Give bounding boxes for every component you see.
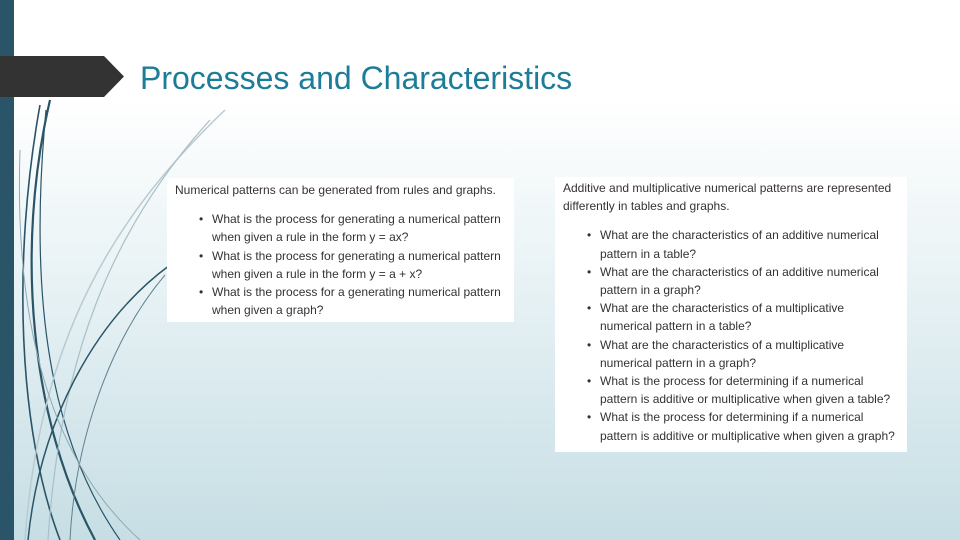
list-item-line: pattern in a table?: [600, 246, 697, 261]
right-content-card: [555, 177, 907, 452]
list-item: [587, 336, 899, 372]
list-item-line: pattern in a graph?: [600, 283, 701, 298]
slide-title: Processes and Characteristics: [140, 60, 573, 96]
list-item-line: What are the characteristics of an additive numerical: [600, 228, 879, 243]
list-item-line: What are the characteristics of a multiplicative: [600, 301, 845, 316]
list-item: [199, 247, 506, 283]
right-card-intro-line: Additive and multiplicative numerical patterns are represented: [563, 181, 892, 195]
right-card-question-list: [563, 226, 899, 444]
list-item-line: What is the process for determining if a numerical: [600, 374, 864, 389]
list-item: [587, 226, 899, 262]
left-card-question-list: [175, 210, 506, 319]
list-item: [587, 372, 899, 408]
right-card-intro-line: differently in tables and graphs.: [563, 199, 730, 214]
list-item-line: What is the process for determining if a numerical: [600, 410, 864, 425]
list-item-line: What is the process for a generating numerical pattern: [212, 285, 501, 300]
list-item: [199, 283, 506, 319]
list-item-line: What are the characteristics of a multiplicative: [600, 337, 845, 352]
list-item-line: numerical pattern in a table?: [600, 319, 752, 334]
list-item-line: What are the characteristics of an additive numerical: [600, 264, 879, 279]
list-item-line: What is the process for generating a numerical pattern: [212, 248, 501, 263]
list-item: [587, 263, 899, 299]
title-arrow-marker: [0, 56, 124, 97]
list-item-line: when given a rule in the form y = a + x?: [212, 266, 423, 281]
left-content-card: [167, 178, 514, 322]
list-item: [587, 299, 899, 335]
list-item-line: What is the process for generating a numerical pattern: [212, 212, 501, 227]
list-item: [587, 408, 899, 444]
list-item: [199, 210, 506, 246]
list-item-line: when given a graph?: [212, 303, 324, 318]
list-item-line: pattern is additive or multiplicative when given a graph?: [600, 428, 895, 443]
list-item-line: pattern is additive or multiplicative when given a table?: [600, 392, 891, 407]
list-item-line: numerical pattern in a graph?: [600, 355, 757, 370]
left-card-intro: Numerical patterns can be generated from rules and graphs.: [175, 183, 496, 197]
right-card-intro: [563, 179, 899, 215]
list-item-line: when given a rule in the form y = ax?: [212, 230, 409, 245]
